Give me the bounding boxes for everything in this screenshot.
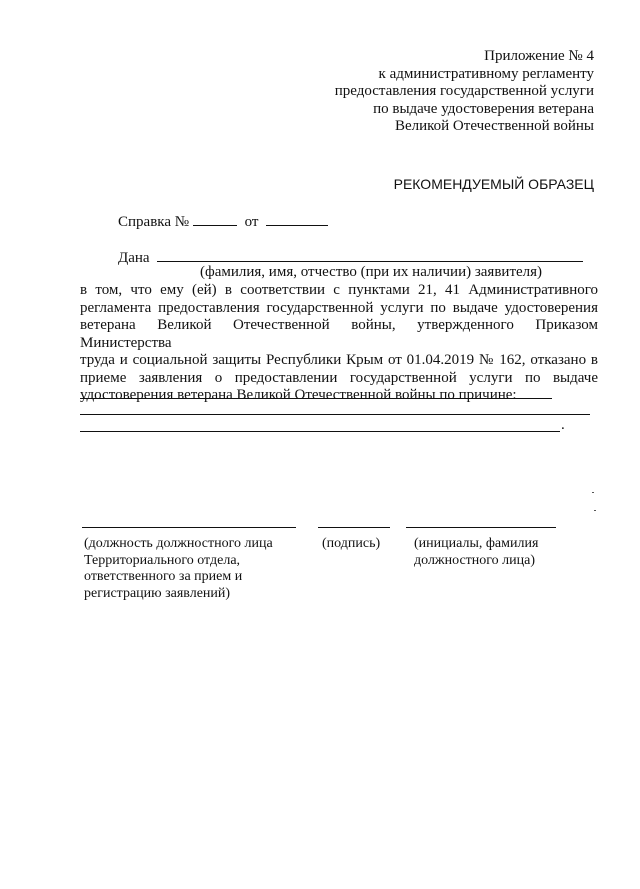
name-caption-line: (инициалы, фамилия [414, 536, 539, 551]
certificate-date-field[interactable] [266, 212, 328, 226]
reason-line[interactable] [80, 431, 560, 432]
appendix-line: предоставления государственной услуги [334, 83, 594, 99]
position-caption-line: регистрацию заявлений) [84, 585, 231, 601]
appendix-line: Великой Отечественной войны [394, 118, 594, 134]
name-caption-line: должностного лица) [414, 552, 536, 568]
position-signature-line[interactable] [82, 527, 296, 528]
scan-speck [594, 510, 596, 511]
position-caption-line: ответственного за прием и [84, 569, 243, 584]
appendix-line: к административному регламенту [378, 65, 594, 82]
signature-line[interactable] [318, 527, 390, 528]
sample-label: РЕКОМЕНДУЕМЫЙ ОБРАЗЕЦ [393, 176, 594, 192]
refusal-text-line: регламента предоставления государственной услуги по выдаче удостоверения [80, 299, 598, 316]
reason-line[interactable] [80, 414, 590, 415]
name-signature-line[interactable] [406, 527, 556, 528]
refusal-text-line: ветерана Великой Отечественной войны, утвержденного Приказом Министерства [80, 317, 598, 351]
sign-caption: (подпись) [322, 536, 381, 551]
applicant-caption: (фамилия, имя, отчество (при их наличии) заявителя) [200, 264, 543, 280]
certificate-number-field[interactable] [193, 212, 237, 226]
certificate-number-line [118, 212, 328, 231]
refusal-text-line: приеме заявления о предоставлении государственной услуги по выдаче [80, 369, 598, 386]
certificate-label: Справка № [118, 214, 190, 230]
appendix-line: по выдаче удостоверения ветерана [373, 100, 594, 117]
issued-label: Дана [118, 250, 150, 266]
reason-end-mark: . [561, 417, 565, 433]
refusal-text-line: труда и социальной защиты Республики Крым от 01.04.2019 № 162, отказано в [80, 352, 598, 368]
refusal-text-line: в том, что ему (ей) в соответствии с пунктами 21, 41 Административного [80, 282, 598, 298]
position-caption-line: (должность должностного лица [84, 536, 273, 551]
scan-speck [592, 492, 594, 493]
reason-line[interactable] [80, 398, 552, 399]
refusal-text-line: удостоверения ветерана Великой Отечественной войны по причине: [80, 387, 517, 403]
position-caption-line: Территориального отдела, [84, 552, 241, 568]
position-caption [84, 536, 273, 602]
refusal-text [80, 282, 598, 405]
certificate-from-label: от [244, 214, 259, 230]
applicant-name-field[interactable] [157, 248, 583, 262]
appendix-line: Приложение № 4 [484, 48, 594, 64]
name-caption [414, 536, 538, 569]
appendix-header [335, 48, 594, 136]
